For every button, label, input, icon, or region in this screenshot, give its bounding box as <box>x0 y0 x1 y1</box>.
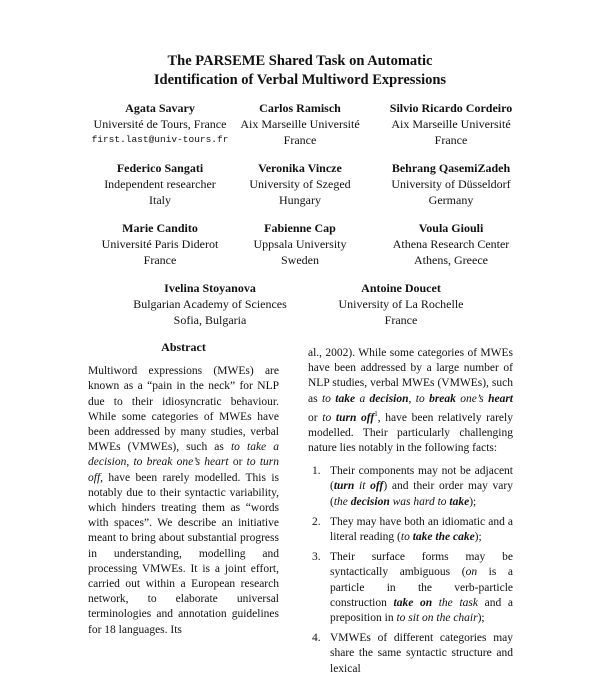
author-country: Sofia, Bulgaria <box>173 313 247 327</box>
intro-example: one’s <box>455 392 489 405</box>
author-country: Italy <box>149 193 171 207</box>
author-affiliation: Université Paris Diderot <box>101 237 219 251</box>
abstract-example: to take a decision <box>88 441 279 469</box>
author-affiliation: University of La Rochelle <box>338 297 464 311</box>
abstract-text-run: , <box>126 456 134 469</box>
fact-example: the task <box>432 596 478 609</box>
intro-example: to <box>415 392 430 405</box>
list-number: 1. <box>312 465 321 478</box>
list-item <box>308 631 513 677</box>
author-country: France <box>384 313 418 327</box>
author-country: Sweden <box>281 253 319 267</box>
author-country: Hungary <box>279 193 321 207</box>
author-stoyanova <box>110 280 310 328</box>
fact-text-run: Their components may not be adjacent ( <box>330 465 513 493</box>
author-affiliation: Bulgarian Academy of Sciences <box>133 297 287 311</box>
author-country: Athens, Greece <box>414 253 488 267</box>
author-row-2 <box>0 160 600 220</box>
abstract-text-run: Multiword expressions (MWEs) are known as a “pain in the neck” for NLP due to their idiosyncratic behaviour. While some categories of MWEs have been addressed by many studies, verbal MWEs (VMWEs), such as <box>88 365 279 454</box>
fact-text-run: and a preposition in <box>330 596 513 625</box>
facts-list <box>308 464 513 677</box>
author-name: Behrang QasemiZadeh <box>391 161 511 175</box>
author-name: Carlos Ramisch <box>259 101 341 115</box>
author-affiliation: University of Szeged <box>249 177 351 191</box>
list-item <box>308 464 513 510</box>
fact-example: it <box>354 480 371 493</box>
list-item <box>308 515 513 545</box>
author-country: France <box>434 133 468 147</box>
intro-example: to <box>321 392 336 405</box>
author-name: Voula Giouli <box>418 221 484 235</box>
title-line-2: Identification of Verbal Multiword Expressions <box>153 72 447 88</box>
intro-example-bold: take <box>335 392 356 405</box>
author-affiliation: Uppsala University <box>253 237 347 251</box>
fact-example-bold: take <box>449 495 470 508</box>
author-name: Veronika Vincze <box>258 161 342 175</box>
author-name: Antoine Doucet <box>361 281 441 295</box>
abstract-column <box>88 340 279 638</box>
intro-text-run: , have been relatively rarely modelled. Their particularly challenging nature lies notably in the following facts: <box>308 411 513 455</box>
fact-example-bold: off <box>370 480 384 493</box>
list-number: 4. <box>312 632 321 645</box>
abstract-text-run: , have been rarely modelled. This is notably due to their syntactic variability, which hinders treating them as “words with spaces”. We describe an initiative meant to bring about substantial progress in understanding, modelling and processing VMWEs. It is a joint effort, carried out within a European research network, to elaborate universal terminologies and annotation guidelines for 18 languages. Its <box>88 471 279 636</box>
fact-text-run: is a particle in the verb-particle construction <box>330 566 514 609</box>
fact-text-run: Their surface forms may be syntactically ambiguous ( <box>330 551 513 579</box>
fact-example-bold: decision <box>350 495 390 508</box>
author-row-3 <box>0 220 600 280</box>
intro-text-run: or <box>308 411 323 424</box>
introduction-column <box>308 346 513 682</box>
author-country: Germany <box>428 193 474 207</box>
author-giouli <box>351 220 551 268</box>
fact-example-bold: take on <box>393 596 433 609</box>
fact-example: to sit on the chair <box>396 612 478 625</box>
fact-text-run: ); <box>477 612 485 625</box>
author-affiliation: Aix Marseille Université <box>240 117 360 131</box>
fact-text-run: VMWEs of different categories may share the same syntactic structure and lexical <box>330 632 513 675</box>
fact-text-run: They may have both an idiomatic and a literal reading ( <box>330 515 513 544</box>
footnote-marker[interactable]: 1 <box>374 409 378 418</box>
author-email[interactable]: first.last@univ-tours.fr <box>91 134 229 145</box>
intro-text-run: al., 2002). While some categories of MWEs have been addressed by a large number of NLP studies, verbal MWEs (VMWEs), such as <box>308 347 513 405</box>
abstract-text-run: or <box>228 456 247 469</box>
intro-example: a <box>355 392 370 405</box>
author-affiliation: University of Düsseldorf <box>391 177 511 191</box>
author-row-1 <box>0 100 600 160</box>
fact-example: to <box>400 531 413 544</box>
author-name: Ivelina Stoyanova <box>164 281 256 295</box>
abstract-heading: Abstract <box>161 340 206 354</box>
author-name: Silvio Ricardo Cordeiro <box>389 101 513 115</box>
intro-text-run: , <box>408 392 416 405</box>
author-doucet <box>301 280 501 328</box>
abstract-example: to turn off <box>88 456 279 484</box>
fact-example: was hard to <box>389 495 450 508</box>
intro-example-bold: decision <box>369 392 409 405</box>
paper-title <box>0 52 600 90</box>
author-country: France <box>283 133 317 147</box>
fact-example-bold: take the cake <box>412 531 475 544</box>
fact-text-run: ); <box>469 495 477 508</box>
intro-example-bold: turn off <box>335 411 375 424</box>
abstract-example: to break one’s heart <box>133 456 229 469</box>
fact-text-run: ) and their order may vary ( <box>330 480 513 508</box>
author-affiliation: Université de Tours, France <box>93 117 227 131</box>
intro-example-bold: break <box>429 392 456 405</box>
fact-text-run: ); <box>474 531 482 544</box>
author-name: Fabienne Cap <box>264 221 336 235</box>
intro-paragraph <box>308 346 513 456</box>
fact-example-bold: turn <box>333 480 355 493</box>
author-name: Federico Sangati <box>116 161 204 175</box>
intro-example: to <box>322 411 336 424</box>
author-affiliation: Athena Research Center <box>392 237 510 251</box>
author-name: Agata Savary <box>125 101 195 115</box>
author-cordeiro <box>351 100 551 148</box>
author-row-4 <box>0 280 600 340</box>
intro-example-bold: heart <box>488 392 513 405</box>
author-name: Marie Candito <box>122 221 198 235</box>
author-affiliation: Independent researcher <box>104 177 216 191</box>
abstract-text <box>88 364 279 638</box>
list-number: 2. <box>312 515 321 528</box>
list-number: 3. <box>312 551 321 564</box>
author-affiliation: Aix Marseille Université <box>391 117 511 131</box>
title-line-1: The PARSEME Shared Task on Automatic <box>167 53 433 69</box>
fact-example: the <box>333 495 351 508</box>
author-qasemizadeh <box>351 160 551 208</box>
author-country: France <box>143 253 177 267</box>
fact-example: on <box>465 566 478 579</box>
list-item <box>308 550 513 626</box>
